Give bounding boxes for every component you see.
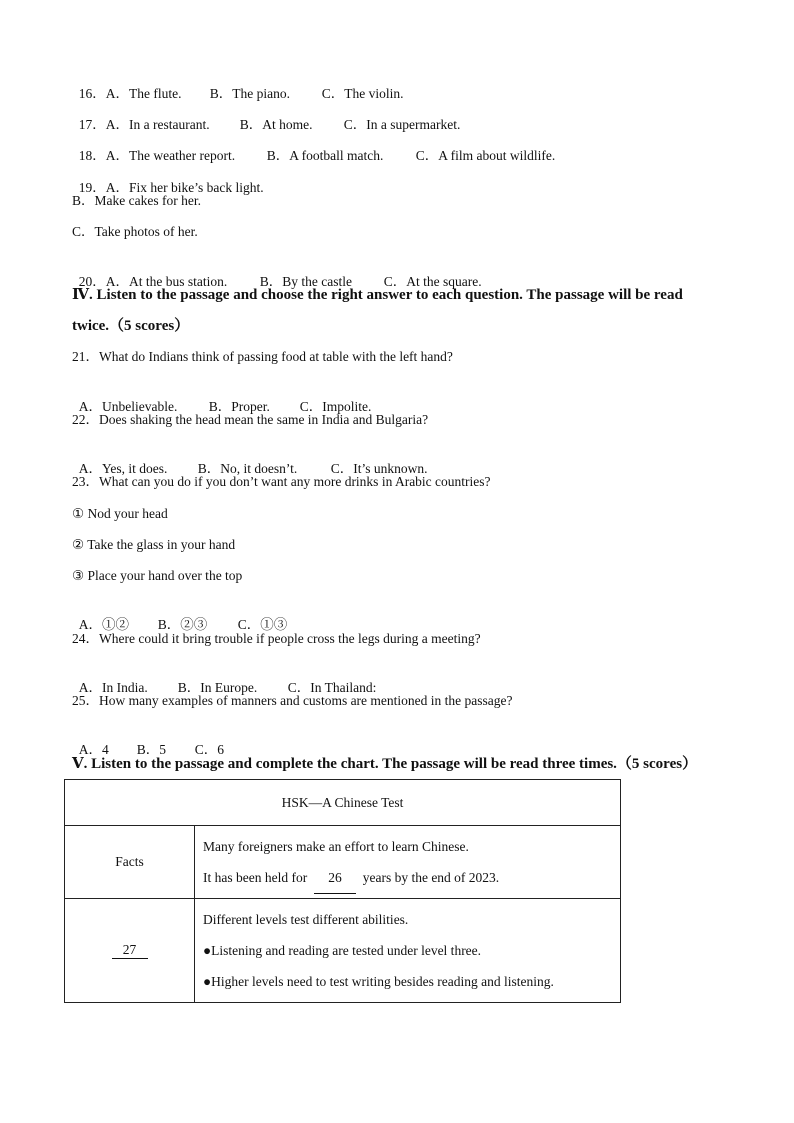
option-c: C．6 xyxy=(194,742,225,757)
facts-line-2 xyxy=(203,862,619,894)
answer-blank-26[interactable]: 26 xyxy=(314,862,356,894)
question-22-stem: 22．Does shaking the head mean the same in India and Bulgaria? xyxy=(72,412,429,427)
option-c: C．At the square. xyxy=(383,274,482,289)
option-a: A．At the bus station. xyxy=(105,274,228,289)
facts-content xyxy=(195,826,621,899)
option-c: C．Take photos of her. xyxy=(72,224,198,239)
question-18 xyxy=(72,129,555,165)
question-number: 20． xyxy=(78,274,106,289)
option-c: C．①③ xyxy=(237,617,288,632)
question-number: 17． xyxy=(78,117,106,132)
choice-item-1: ① Nod your head xyxy=(72,506,168,521)
option-c: C．Impolite. xyxy=(299,399,372,414)
option-b: B．5 xyxy=(136,742,167,757)
question-23-options xyxy=(72,598,287,634)
chart-title-row xyxy=(65,780,621,826)
option-c: C．In a supermarket. xyxy=(343,117,461,132)
option-c: C．The violin. xyxy=(321,86,404,101)
option-a: A．Unbelievable. xyxy=(78,399,178,414)
facts-line-1: Many foreigners make an effort to learn Chinese. xyxy=(203,838,469,854)
facts-line-2-prefix: It has been held for xyxy=(203,869,308,885)
option-a: A．4 xyxy=(78,742,109,757)
chart-row-levels xyxy=(65,899,621,1003)
option-b: B．By the castle xyxy=(259,274,352,289)
option-b: B．②③ xyxy=(157,617,208,632)
question-23-stem: 23．What can you do if you don’t want any more drinks in Arabic countries? xyxy=(72,474,491,489)
levels-line-3: ●Higher levels need to test writing besides reading and listening. xyxy=(203,974,554,989)
question-number: 16． xyxy=(78,86,106,101)
levels-content xyxy=(195,899,621,1003)
section-5-heading: Ⅴ. Listen to the passage and complete the chart. The passage will be read three times.（5 scores） xyxy=(72,756,698,772)
option-b: B．No, it doesn’t. xyxy=(197,461,298,476)
section-4-heading-cont: twice.（5 scores） xyxy=(72,318,190,334)
choice-item-3: ③ Place your hand over the top xyxy=(72,568,243,583)
question-number: 18． xyxy=(78,148,106,163)
option-c: C．In Thailand: xyxy=(287,680,377,695)
answer-blank-27[interactable]: 27 xyxy=(112,942,148,959)
question-24-stem: 24．Where could it bring trouble if people cross the legs during a meeting? xyxy=(72,631,481,646)
section-4-heading: Ⅳ. Listen to the passage and choose the right answer to each question. The passage will be read xyxy=(72,287,683,303)
option-a: A．①② xyxy=(78,617,129,632)
question-number: 19． xyxy=(78,180,106,195)
option-a: A．Fix her bike’s back light. xyxy=(105,180,264,195)
option-b: B．At home. xyxy=(239,117,313,132)
option-b: B．The piano. xyxy=(209,86,290,101)
option-a: A．In India. xyxy=(78,680,148,695)
option-c: C．It’s unknown. xyxy=(330,461,428,476)
question-25-options xyxy=(72,723,224,759)
option-b: B．In Europe. xyxy=(177,680,258,695)
option-a: A．Yes, it does. xyxy=(78,461,168,476)
facts-label: Facts xyxy=(65,826,195,899)
chart-row-facts xyxy=(65,826,621,899)
chart-title: HSK—A Chinese Test xyxy=(65,780,621,826)
levels-line-2: ●Listening and reading are tested under level three. xyxy=(203,943,482,958)
question-21-stem: 21．What do Indians think of passing food at table with the left hand? xyxy=(72,349,453,364)
choice-item-2: ② Take the glass in your hand xyxy=(72,537,236,552)
question-25-stem: 25．How many examples of manners and customs are mentioned in the passage? xyxy=(72,693,513,708)
option-a: A．The weather report. xyxy=(105,148,236,163)
option-b: B．A football match. xyxy=(266,148,384,163)
option-c: C．A film about wildlife. xyxy=(415,148,556,163)
option-a: A．In a restaurant. xyxy=(105,117,210,132)
levels-label-cell xyxy=(65,899,195,1003)
levels-line-1: Different levels test different abilities. xyxy=(203,912,409,927)
option-b: B．Proper. xyxy=(208,399,270,414)
option-a: A．The flute. xyxy=(105,86,182,101)
hsk-chart xyxy=(64,779,621,1003)
option-b: B．Make cakes for her. xyxy=(72,193,201,208)
facts-line-2-suffix: years by the end of 2023. xyxy=(362,869,500,885)
